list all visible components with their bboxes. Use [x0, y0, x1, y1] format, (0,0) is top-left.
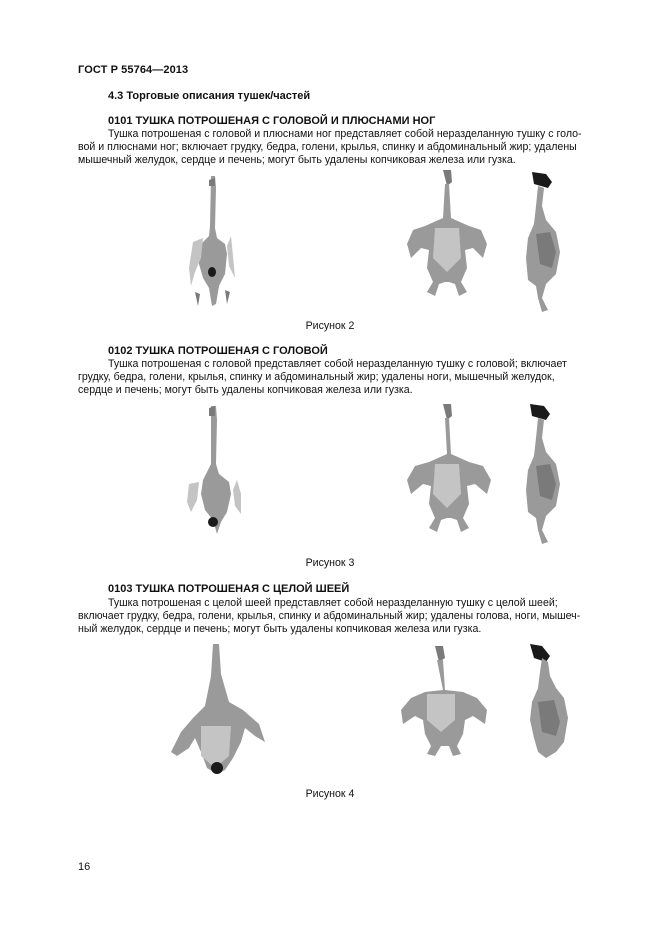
figure-4-image-front [393, 644, 491, 754]
document-header: ГОСТ Р 55764—2013 [78, 64, 189, 76]
figure-3-image-side [518, 400, 568, 540]
figure-3-caption: Рисунок 3 [305, 557, 355, 569]
figure-4-image-back [165, 640, 265, 780]
item-0102-heading: 0102 ТУШКА ПОТРОШЕНАЯ С ГОЛОВОЙ [108, 345, 328, 357]
item-0101-description [78, 128, 614, 168]
figure-3-image-front [403, 402, 493, 540]
figure-3-image-back [183, 404, 245, 540]
item-0103-line-3: ный желудок, сердце и печень; могут быть удалены копчиковая железа или гузка. [78, 623, 482, 636]
page-number: 16 [78, 861, 91, 873]
item-0101-heading: 0101 ТУШКА ПОТРОШЕНАЯ С ГОЛОВОЙ И ПЛЮСНАМИ НОГ [108, 115, 436, 127]
item-0102-line-2: грудку, бедра, голени, крылья, спинку и абдоминальный жир; удалены ноги, мышечный желудок, [78, 371, 555, 384]
item-0101-line-1: Тушка потрошеная с головой и плюснами ног представляет собой неразделанную тушку с голо- [108, 128, 582, 140]
item-0103-line-1: Тушка потрошеная с целой шеей представляет собой неразделанную тушку с целой шеей; [108, 597, 558, 609]
item-0102-description [78, 358, 614, 398]
figure-2-image-back [185, 172, 240, 310]
figure-4-caption: Рисунок 4 [305, 788, 355, 800]
item-0102-line-1: Тушка потрошеная с головой представляет собой неразделанную тушку с головой; включает [108, 358, 567, 370]
item-0103-description [78, 597, 614, 637]
figure-2-image-front [405, 168, 490, 308]
section-title: 4.3 Торговые описания тушек/частей [108, 90, 311, 102]
item-0102-line-3: сердце и печень; могут быть удалены копчиковая железа или гузка. [78, 384, 413, 397]
item-0101-line-3: мышечный желудок, сердце и печень; могут быть удалены копчиковая железа или гузка. [78, 154, 516, 167]
item-0101-line-2: вой и плюснами ног; включает грудку, бедра, голени, крылья, спинку и абдоминальный жир; удалены [78, 141, 577, 154]
item-0103-heading: 0103 ТУШКА ПОТРОШЕНАЯ С ЦЕЛОЙ ШЕЕЙ [108, 583, 350, 595]
figure-2-caption: Рисунок 2 [305, 320, 355, 332]
figure-2-image-side [518, 168, 568, 308]
item-0103-line-2: включает грудку, бедра, голени, крылья, спинку и абдоминальный жир; удалены голова, ноги, мышеч- [78, 610, 581, 623]
figure-4-image-side [520, 638, 575, 778]
